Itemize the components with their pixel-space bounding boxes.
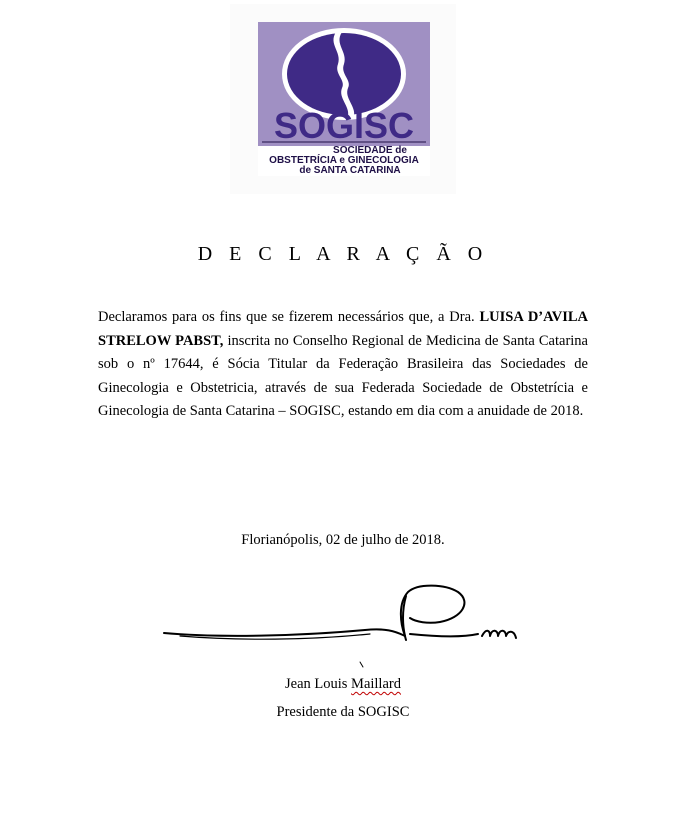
place-and-date: Florianópolis, 02 de julho de 2018. [241,532,445,548]
signer-last-name: Maillard [351,676,401,692]
signer-first-name: Jean Louis [285,676,352,692]
logo-line-3: de SANTA CATARINA [299,165,401,176]
logo-line-2: OBSTETRÍCIA e GINECOLOGIA [269,155,419,166]
handwritten-signature [160,578,530,670]
logo-acronym: SOGISC [273,105,415,146]
declaration-paragraph [98,306,588,424]
document-title: D E C L A R A Ç Ã O [197,243,489,265]
doctor-name: LUISA D’AVILA STRELOW PABST, [98,309,588,349]
paragraph-body: inscrita no Conselho Regional de Medicina de Santa Catarina sob o nº 17644, é Sócia Titular da Federação Brasileira das Sociedades de Ginecologia e Obstetricia, através de sua Federada Sociedade de Obstetrícia e Ginecologia de Santa Catarina – SOGISC, estando em dia com a anuidade de 2018. [98,332,588,420]
logo-line-1: SOCIEDADE de [333,145,407,156]
sogisc-logo [258,22,430,176]
logo-container [230,4,456,194]
paragraph-intro: Declaramos para os fins que se fizerem necessários que, a Dra. [98,309,480,325]
signer-name [0,676,686,693]
signer-role: Presidente da SOGISC [276,704,410,720]
logo-wordmark [258,22,430,176]
